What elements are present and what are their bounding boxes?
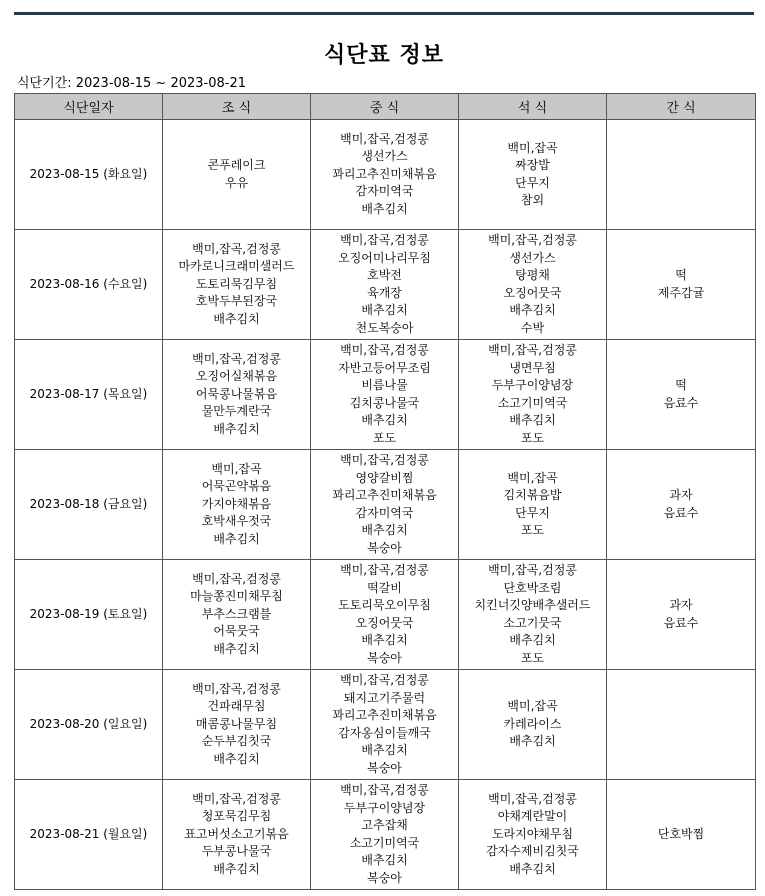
menu-item: 감자미역국 [355,505,414,520]
menu-item: 백미,잡곡,검정콩 [192,241,281,256]
menu-item: 오징어실채볶음 [195,369,278,384]
header-breakfast: 조 식 [163,94,311,120]
menu-item: 호박새우젓국 [201,514,272,529]
menu-item: 백미,잡곡,검정콩 [340,673,429,687]
lunch-cell [311,340,459,450]
menu-item: 배추김치 [361,201,408,216]
menu-item: 백미,잡곡 [507,470,558,485]
menu-item: 배추김치 [361,413,408,427]
menu-item: 카레라이스 [503,716,562,731]
menu-item: 육개장 [367,285,402,300]
menu-item: 음료수 [663,505,699,520]
snack-cell [607,340,756,450]
menu-item: 야채계란말이 [497,809,568,824]
menu-item: 두부구이양념장 [491,378,574,392]
menu-item: 자반고등어무조림 [338,360,431,375]
menu-item: 호박두부된장국 [195,294,278,309]
menu-item: 표고버섯소고기볶음 [184,826,289,841]
menu-item: 콘푸레이크 [207,158,266,172]
menu-item: 복숭아 [367,760,402,775]
table-body [15,120,756,890]
menu-item: 백미,잡곡,검정콩 [340,453,429,467]
menu-item: 백미,잡곡,검정콩 [340,233,429,247]
menu-item: 참외 [520,193,545,207]
date-cell: 2023-08-15 (화요일) [15,120,163,230]
menu-item: 백미,잡곡 [507,140,558,155]
menu-item: 꽈리고추진미채볶음 [332,708,437,722]
menu-item: 두부구이양념장 [343,800,426,815]
menu-item: 백미,잡곡,검정콩 [192,571,281,586]
menu-item: 수박 [520,320,545,335]
date-cell: 2023-08-16 (수요일) [15,230,163,340]
menu-item: 백미,잡곡,검정콩 [340,563,429,577]
menu-item: 마늘쫑진미채무침 [190,589,283,604]
snack-cell [607,670,756,780]
menu-item: 백미,잡곡,검정콩 [488,563,577,577]
breakfast-cell [163,560,311,670]
menu-item: 김치콩나물국 [349,395,420,410]
menu-item: 도라지야채무침 [491,826,574,841]
menu-item: 건파래무침 [207,699,266,714]
menu-item: 오징어뭇국 [503,285,562,300]
table-row [15,230,756,340]
menu-item: 배추김치 [361,523,408,537]
menu-item: 배추김치 [361,853,408,867]
header-date: 식단일자 [15,94,163,120]
snack-cell [607,560,756,670]
menu-item: 비름나물 [361,378,408,392]
menu-item: 백미,잡곡,검정콩 [340,783,429,797]
table-row [15,450,756,560]
menu-period: 식단기간: 2023-08-15 ~ 2023-08-21 [17,76,247,91]
menu-item: 매콤콩나물무침 [195,716,278,731]
menu-item: 어묵뭇국 [213,624,260,639]
menu-item: 도토리묵김무침 [195,276,278,291]
menu-item: 꽈리고추진미채볶음 [332,166,437,181]
dinner-cell [459,780,607,890]
menu-item: 돼지고기주물럭 [343,690,426,705]
menu-item: 복숭아 [367,540,402,555]
menu-item: 김치볶음밥 [503,488,562,502]
menu-item: 우유 [224,175,249,190]
snack-cell [607,450,756,560]
menu-item: 생선가스 [509,250,556,265]
menu-item: 꽈리고추진미채볶음 [332,488,437,502]
lunch-cell [311,120,459,230]
menu-item: 백미,잡곡,검정콩 [192,681,281,696]
menu-item: 배추김치 [213,531,260,546]
menu-item: 백미,잡곡,검정콩 [340,131,429,146]
menu-item: 감자미역국 [355,184,414,199]
snack-cell [607,120,756,230]
menu-item: 냉면무침 [509,360,556,375]
lunch-cell [311,230,459,340]
menu-item: 소고기뭇국 [503,615,562,630]
menu-item: 백미,잡곡,검정콩 [340,343,429,357]
menu-item: 포도 [372,430,397,445]
menu-item: 배추김치 [509,303,556,317]
menu-item: 짜장밥 [515,158,550,172]
menu-item: 청포묵김무침 [201,809,272,824]
menu-item: 물만두계란국 [201,404,272,419]
header-lunch: 중 식 [311,94,459,120]
menu-item: 배추김치 [509,413,556,427]
menu-item: 백미,잡곡,검정콩 [488,791,577,806]
dinner-cell [459,450,607,560]
menu-item: 단호박찜 [657,826,705,841]
menu-item: 복숭아 [367,870,402,885]
menu-item: 어묵콩나물볶음 [195,386,278,401]
menu-item: 마카로니크래미샐러드 [178,259,295,274]
menu-item: 어묵곤약볶음 [201,479,272,494]
menu-item: 고추잡채 [361,818,408,832]
dinner-cell [459,560,607,670]
lunch-cell [311,560,459,670]
menu-item: 오징어뭇국 [355,615,414,630]
dinner-cell [459,670,607,780]
header-snack: 간 식 [607,94,756,120]
menu-item: 부추스크램블 [201,606,272,621]
breakfast-cell [163,670,311,780]
meal-plan-table [14,93,756,890]
menu-item: 과자 [669,488,693,502]
menu-item: 소고기미역국 [349,835,420,850]
menu-item: 백미,잡곡,검정콩 [192,351,281,366]
breakfast-cell [163,780,311,890]
table-header-row [15,94,756,120]
menu-item: 배추김치 [509,633,556,647]
lunch-cell [311,780,459,890]
menu-item: 두부콩나물국 [201,844,272,859]
menu-item: 떡갈비 [367,580,402,595]
menu-item: 백미,잡곡 [211,461,262,476]
menu-item: 천도복숭아 [355,320,414,335]
dinner-cell [459,230,607,340]
menu-item: 제주감귤 [657,285,705,300]
menu-item: 배추김치 [509,734,556,749]
menu-item: 호박전 [367,268,402,282]
menu-item: 포도 [520,650,545,665]
snack-cell [607,230,756,340]
menu-item: 포도 [520,430,545,445]
menu-item: 생선가스 [361,149,408,164]
breakfast-cell [163,120,311,230]
page-title: 식단표 정보 [324,43,444,68]
breakfast-cell [163,230,311,340]
menu-item: 배추김치 [213,421,260,436]
table-row [15,560,756,670]
menu-item: 치킨너깃양배추샐러드 [474,598,591,612]
menu-item: 단호박조림 [503,580,562,595]
lunch-cell [311,670,459,780]
menu-item: 영양갈비찜 [355,470,414,485]
menu-item: 배추김치 [213,751,260,766]
table-row [15,120,756,230]
table-row [15,780,756,890]
menu-item: 감자수제비김칫국 [486,844,579,859]
menu-item: 과자 [669,598,693,612]
date-cell: 2023-08-17 (목요일) [15,340,163,450]
menu-item: 순두부김칫국 [201,734,272,749]
menu-item: 오징어미나리무침 [338,250,431,265]
menu-item: 음료수 [663,395,699,410]
menu-item: 단무지 [515,175,550,190]
table-row [15,670,756,780]
menu-item: 떡 [675,268,687,282]
menu-item: 떡 [675,378,687,392]
menu-item: 감자옹심이들깨국 [338,725,431,740]
menu-item: 포도 [520,523,545,537]
menu-item: 소고기미역국 [497,395,568,410]
breakfast-cell [163,340,311,450]
menu-item: 배추김치 [361,633,408,647]
dinner-cell [459,340,607,450]
menu-item: 배추김치 [361,743,408,757]
date-cell: 2023-08-19 (토요일) [15,560,163,670]
breakfast-cell [163,450,311,560]
menu-item: 백미,잡곡,검정콩 [488,233,577,247]
menu-item: 배추김치 [509,861,556,876]
snack-cell [607,780,756,890]
menu-item: 가지야채볶음 [201,496,272,511]
table-row [15,340,756,450]
menu-item: 도토리묵오이무침 [338,598,431,612]
menu-item: 백미,잡곡,검정콩 [488,343,577,357]
menu-item: 복숭아 [367,650,402,665]
menu-item: 단무지 [515,505,550,520]
menu-item: 백미,잡곡,검정콩 [192,791,281,806]
top-accent-bar [14,12,754,15]
menu-item: 음료수 [663,615,699,630]
menu-item: 배추김치 [213,311,260,326]
menu-item: 탕평채 [515,268,550,282]
date-cell: 2023-08-20 (일요일) [15,670,163,780]
menu-item: 백미,잡곡 [507,699,558,714]
menu-item: 배추김치 [213,641,260,656]
date-cell: 2023-08-18 (금요일) [15,450,163,560]
header-dinner: 석 식 [459,94,607,120]
menu-item: 배추김치 [213,861,260,876]
date-cell: 2023-08-21 (월요일) [15,780,163,890]
lunch-cell [311,450,459,560]
dinner-cell [459,120,607,230]
menu-item: 배추김치 [361,303,408,317]
